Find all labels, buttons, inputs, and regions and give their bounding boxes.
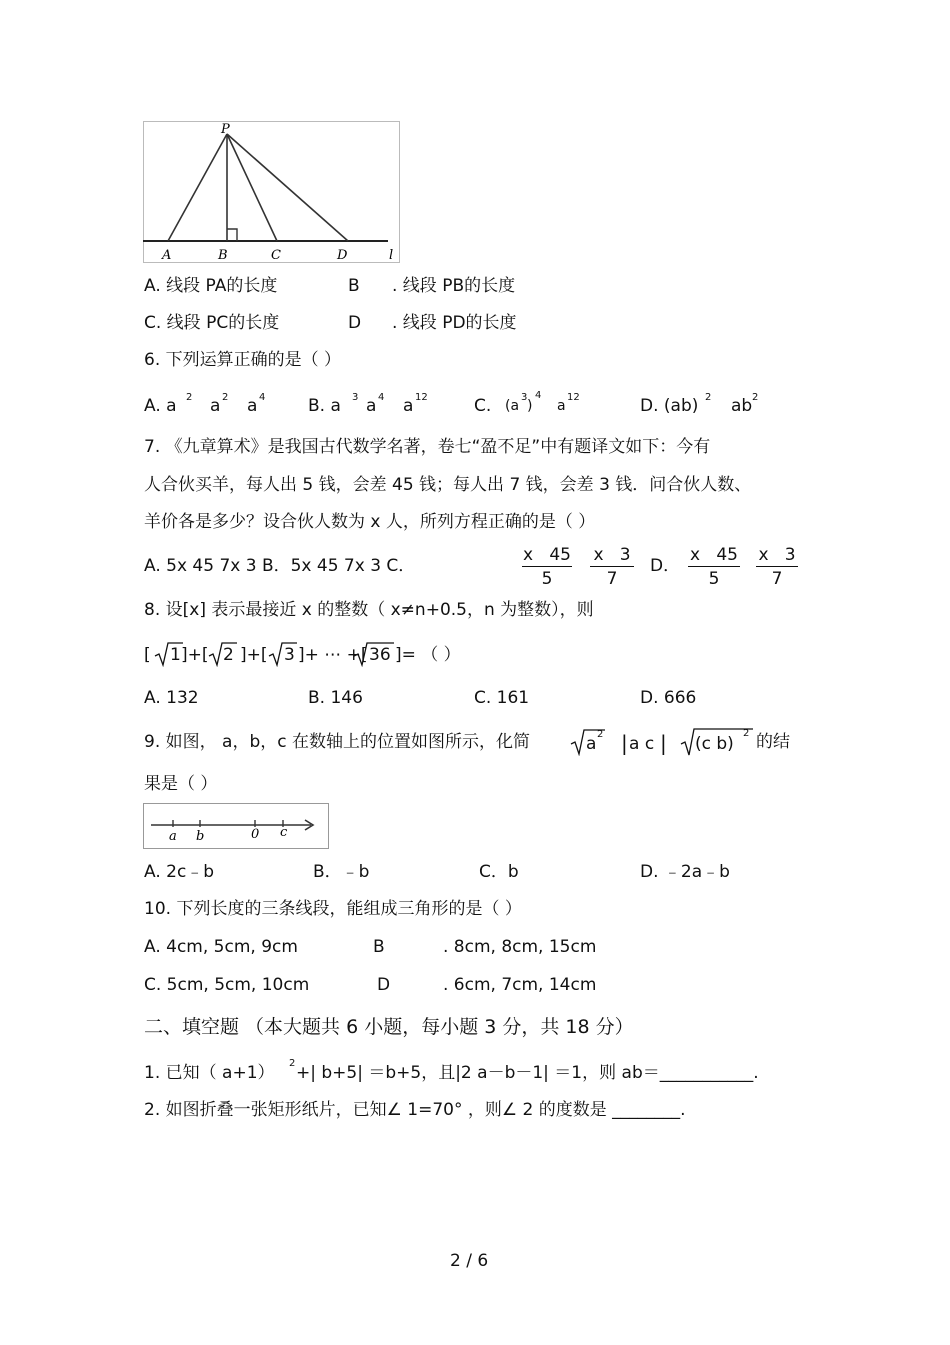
q9-option-a: A. 2c﹣b bbox=[144, 862, 215, 882]
q7-c-num2: x 3 bbox=[593, 545, 631, 565]
q6-c-exp3: 12 bbox=[567, 392, 580, 403]
q8-ellipsis: ]+ ⋯ +[ bbox=[298, 645, 368, 665]
q10-option-a: A. 4cm, 5cm, 9cm bbox=[144, 937, 298, 957]
q6-stem: 6. 下列运算正确的是（ ） bbox=[144, 350, 342, 370]
section-heading: 二、填空题 （本大题共 6 小题，每小题 3 分，共 18 分） bbox=[144, 1016, 634, 1038]
label-p: P bbox=[221, 122, 230, 137]
q7-line3: 羊价各是多少？设合伙人数为 x 人，所列方程正确的是（ ） bbox=[144, 512, 596, 532]
axis-label-b: b bbox=[196, 829, 205, 844]
q8-plus-2: ]+[ bbox=[240, 645, 268, 665]
q9-radicand-cb: (c b) bbox=[695, 734, 734, 754]
segment-pd bbox=[227, 134, 348, 241]
q6-option-c: C. bbox=[474, 396, 492, 416]
q7-c-fraction-2 bbox=[590, 545, 634, 589]
q6-c-close: ) bbox=[527, 398, 533, 414]
q8-option-c: C. 161 bbox=[474, 688, 530, 708]
q6-d-rhs: ab bbox=[731, 396, 753, 416]
right-angle-mark bbox=[227, 229, 237, 241]
fill1-exp: 2 bbox=[289, 1058, 296, 1069]
q6-option-b: B. a bbox=[308, 396, 341, 416]
q10-option-b: . 8cm, 8cm, 15cm bbox=[443, 937, 597, 957]
q9-radicand-cb-exp: 2 bbox=[743, 728, 750, 739]
q7-c-fraction-1 bbox=[522, 545, 572, 589]
q8-radicand-2: 2 bbox=[223, 645, 234, 665]
q6-d-exp1: 2 bbox=[705, 392, 712, 403]
q10-stem: 10. 下列长度的三条线段，能组成三角形的是（ ） bbox=[144, 899, 522, 919]
q6-c-exp1: 3 bbox=[521, 392, 528, 403]
q6-b-term3: a bbox=[403, 396, 414, 416]
q9-line2: 果是（ ） bbox=[144, 774, 218, 794]
q7-d-num1: x 45 bbox=[690, 545, 738, 565]
q5-option-c: C. 线段 PC的长度 bbox=[144, 313, 280, 333]
q6-a-exp1: 2 bbox=[186, 392, 193, 403]
q7-option-d-label: D． bbox=[650, 556, 681, 576]
q10-option-c: C. 5cm, 5cm, 10cm bbox=[144, 975, 310, 995]
q7-line2: 人合伙买羊，每人出 5 钱，会差 45 钱；每人出 7 钱，会差 3 钱．问合伙人数、 bbox=[144, 475, 752, 495]
q5-option-d: . 线段 PD的长度 bbox=[392, 313, 517, 333]
segment-pa bbox=[168, 134, 227, 241]
q8-radicand-3: 3 bbox=[284, 645, 295, 665]
q9-line1: 9. 如图， a，b，c 在数轴上的位置如图所示，化简 bbox=[144, 732, 530, 752]
q7-c-num1: x 45 bbox=[523, 545, 571, 565]
segment-pc bbox=[227, 134, 277, 241]
q6-option-a: A. a bbox=[144, 396, 177, 416]
q8-plus-1: ]+[ bbox=[181, 645, 209, 665]
q5-option-b-letter: B bbox=[348, 276, 360, 296]
label-l: l bbox=[389, 248, 394, 263]
q10-option-d-letter: D bbox=[377, 975, 391, 995]
q6-a-exp3: 4 bbox=[259, 392, 266, 403]
q5-option-d-letter: D bbox=[348, 313, 362, 333]
q10-option-d: . 6cm, 7cm, 14cm bbox=[443, 975, 597, 995]
q6-b-exp3: 12 bbox=[415, 392, 428, 403]
q9-radicand-a: a bbox=[586, 734, 597, 754]
fill1-start: 1. 已知（ a+1） bbox=[144, 1063, 275, 1083]
label-d: D bbox=[337, 248, 348, 263]
q5-option-b: . 线段 PB的长度 bbox=[392, 276, 516, 296]
q7-d-den1: 5 bbox=[708, 569, 720, 589]
q7-d-den2: 7 bbox=[771, 569, 783, 589]
fraction-bar bbox=[756, 566, 798, 567]
q8-radicand-4: 36 bbox=[369, 645, 391, 665]
page-number: 2 / 6 bbox=[450, 1251, 489, 1271]
q6-b-exp1: 3 bbox=[352, 392, 359, 403]
q7-c-den1: 5 bbox=[541, 569, 553, 589]
q8-option-b: B. 146 bbox=[308, 688, 363, 708]
triangle-figure bbox=[143, 121, 400, 263]
q8-line1: 8. 设[x] 表示最接近 x 的整数（ x≠n+0.5，n 为整数），则 bbox=[144, 600, 594, 620]
label-b: B bbox=[218, 248, 228, 263]
q6-c-exp2: 4 bbox=[535, 390, 542, 401]
q9-tail: 的结 bbox=[756, 732, 790, 752]
q8-equals: ]= （ ） bbox=[395, 645, 461, 665]
q7-line1: 7. 《九章算术》是我国古代数学名著，卷七“盈不足”中有题译文如下：今有 bbox=[144, 437, 711, 457]
q6-c-paren: (a bbox=[505, 398, 520, 414]
q10-option-b-letter: B bbox=[373, 937, 385, 957]
q9-radicand-a-exp: 2 bbox=[597, 729, 604, 740]
axis-label-c: c bbox=[280, 825, 288, 840]
q6-d-exp2: 2 bbox=[752, 392, 759, 403]
abs-bar-right: | bbox=[660, 731, 667, 755]
axis-label-a: a bbox=[169, 829, 177, 844]
q8-radicand-1: 1 bbox=[170, 645, 181, 665]
fraction-bar bbox=[688, 566, 740, 567]
q6-option-d: D. (ab) bbox=[640, 396, 699, 416]
fill1-rest: +| b+5| ＝b+5，且|2 a－b－1| ＝1，则 ab＝___________. bbox=[296, 1063, 759, 1083]
q6-a-term2: a bbox=[210, 396, 221, 416]
q6-a-term3: a bbox=[247, 396, 258, 416]
q7-d-num2: x 3 bbox=[758, 545, 796, 565]
q9-abs-content: a c bbox=[629, 734, 655, 754]
q8-option-a: A. 132 bbox=[144, 688, 199, 708]
fraction-bar bbox=[590, 566, 634, 567]
number-line-figure bbox=[143, 803, 329, 849]
q8-option-d: D. 666 bbox=[640, 688, 697, 708]
label-a: A bbox=[162, 248, 172, 263]
q5-option-a: A. 线段 PA的长度 bbox=[144, 276, 278, 296]
q6-b-exp2: 4 bbox=[378, 392, 385, 403]
q6-a-exp2: 2 bbox=[222, 392, 229, 403]
q7-d-fraction-2 bbox=[756, 545, 798, 589]
q9-option-d: D. ﹣2a﹣b bbox=[640, 862, 730, 882]
axis-label-0: 0 bbox=[251, 827, 260, 842]
q8-bracket-open: [ bbox=[144, 645, 151, 665]
q6-c-rhs: a bbox=[557, 398, 566, 414]
q7-c-den2: 7 bbox=[606, 569, 618, 589]
q7-d-fraction-1 bbox=[688, 545, 740, 589]
q9-option-c: C．b bbox=[479, 862, 519, 882]
q7-options-ab: A. 5x 45 7x 3 B．5x 45 7x 3 C． bbox=[144, 556, 416, 576]
fraction-bar bbox=[522, 566, 572, 567]
fill2: 2. 如图折叠一张矩形纸片，已知∠ 1=70° ，则∠ 2 的度数是 ________. bbox=[144, 1100, 686, 1120]
q6-b-term2: a bbox=[366, 396, 377, 416]
label-c: C bbox=[271, 248, 281, 263]
q9-option-b: B．﹣b bbox=[313, 862, 370, 882]
abs-bar-left: | bbox=[621, 731, 628, 755]
